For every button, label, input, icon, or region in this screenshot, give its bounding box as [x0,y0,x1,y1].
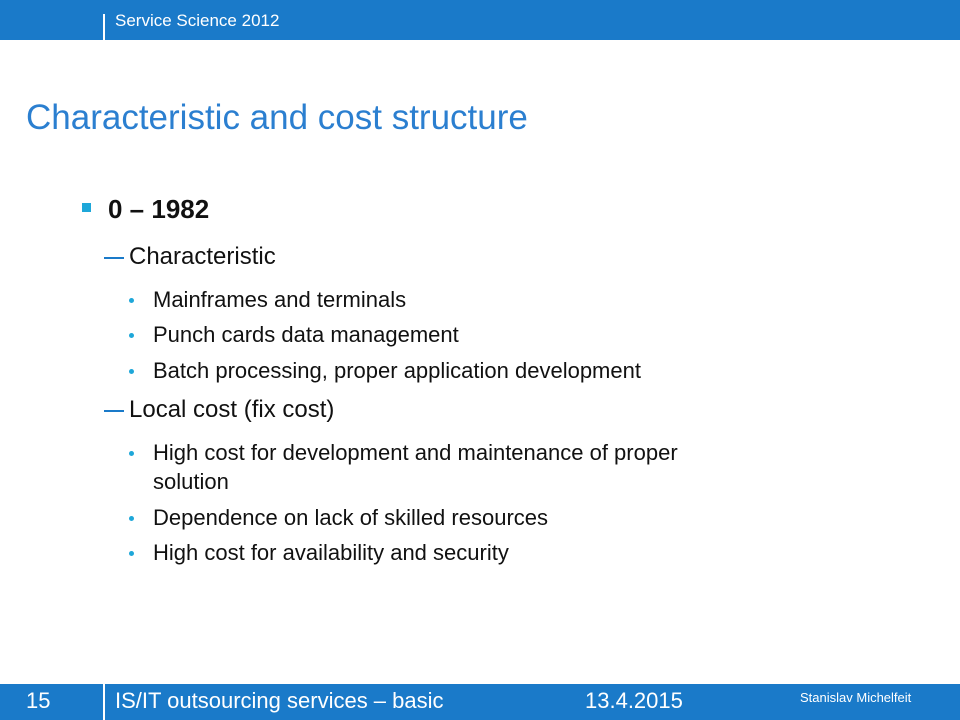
list-item [153,358,641,384]
list-item [153,287,406,313]
section-heading-text: Characteristic [129,243,276,270]
section-heading-text: Local cost (fix cost) [129,396,335,423]
bullet-level1-text: 0 – 1982 [108,194,210,224]
section-heading [129,396,334,424]
dot-bullet-icon [129,451,134,456]
list-item [153,540,509,566]
list-item [153,440,678,466]
header-title: Service Science 2012 [115,11,280,30]
dot-bullet-icon [129,333,134,338]
slide-title: Characteristic and cost structure [26,98,528,137]
list-item-text: High cost for development and maintenance of proper [153,440,678,465]
list-item-text: solution [153,469,229,494]
list-item-continuation [153,469,229,495]
header-separator [103,14,105,40]
dot-bullet-icon [129,516,134,521]
footer-course-title: IS/IT outsourcing services – basic [115,688,444,713]
page-number: 15 [26,688,51,713]
list-item-text: Punch cards data management [153,322,459,347]
square-bullet-icon [82,203,91,212]
dash-bullet-icon [104,257,124,259]
list-item-text: Batch processing, proper application development [153,358,641,383]
dot-bullet-icon [129,369,134,374]
footer-date: 13.4.2015 [585,688,683,713]
list-item [153,505,548,531]
dash-bullet-icon [104,410,124,412]
dot-bullet-icon [129,551,134,556]
list-item [153,322,459,348]
footer-separator [103,680,105,720]
dot-bullet-icon [129,298,134,303]
bullet-level1 [108,194,209,225]
list-item-text: High cost for availability and security [153,540,509,565]
list-item-text: Mainframes and terminals [153,287,407,312]
footer-author: Stanislav Michelfeit [800,690,912,705]
section-heading [129,243,276,271]
list-item-text: Dependence on lack of skilled resources [153,505,549,530]
